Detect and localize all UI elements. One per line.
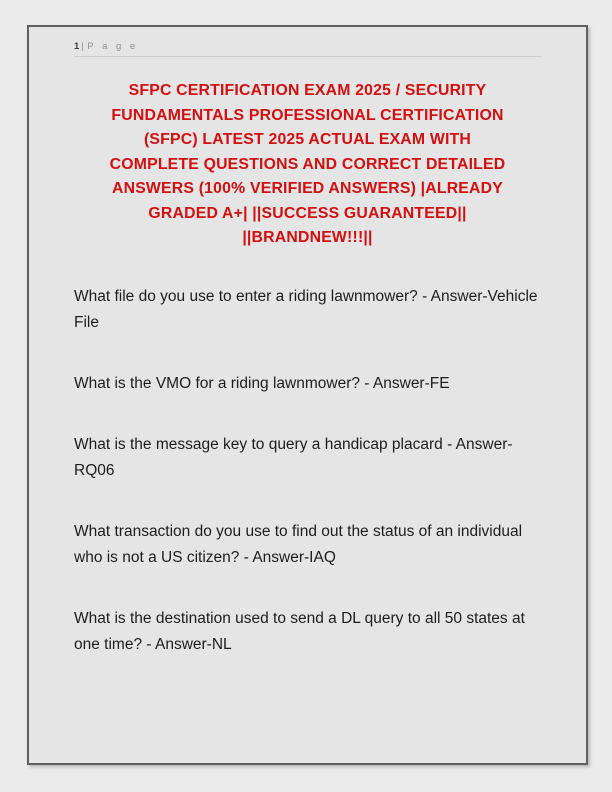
title-line: ||BRANDNEW!!!|| [242, 229, 373, 246]
page-label: P a g e [87, 41, 139, 52]
qa-list [74, 284, 541, 658]
header-separator: | [81, 41, 85, 52]
title-line: SFPC CERTIFICATION EXAM 2025 / SECURITY [128, 82, 487, 99]
document-title [74, 79, 541, 251]
qa-item: What is the VMO for a riding lawnmower? - Answer-FE [74, 374, 450, 392]
page-header [74, 40, 541, 54]
title-line: COMPLETE QUESTIONS AND CORRECT DETAILED [109, 155, 506, 173]
title-line: (SFPC) LATEST 2025 ACTUAL EXAM WITH [143, 131, 472, 148]
qa-item: What transaction do you use to find out the status of an individual who is not a US citizen? - Answer-IAQ [74, 522, 523, 566]
qa-item: What file do you use to enter a riding lawnmower? - Answer-Vehicle File [74, 287, 538, 331]
title-line: ANSWERS (100% VERIFIED ANSWERS) |ALREADY [111, 180, 503, 197]
header-divider [74, 56, 541, 57]
document-page [27, 25, 588, 765]
page-number: 1 [74, 41, 80, 52]
title-line: FUNDAMENTALS PROFESSIONAL CERTIFICATION [111, 106, 504, 124]
qa-item: What is the message key to query a handicap placard - Answer-RQ06 [74, 435, 513, 479]
title-line: GRADED A+| ||SUCCESS GUARANTEED|| [148, 204, 467, 222]
qa-item: What is the destination used to send a DL query to all 50 states at one time? - Answer-NL [74, 609, 525, 653]
